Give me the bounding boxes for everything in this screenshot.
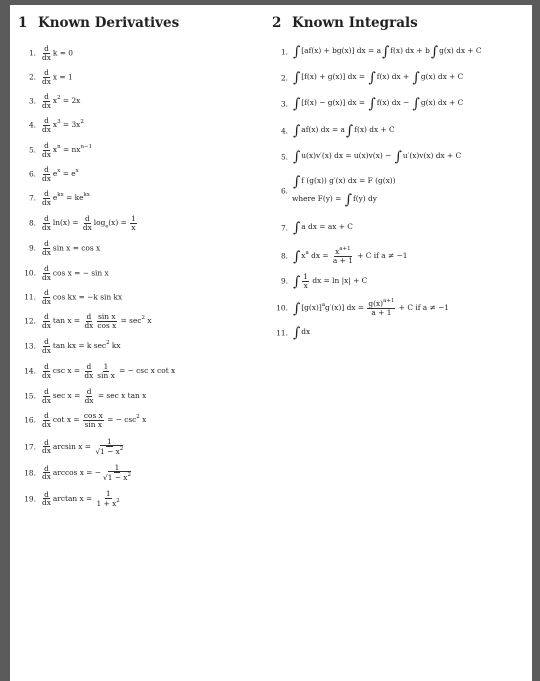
integral-item-9: 9. ∫ $\frac{1}{x}$ dx = ln |x| + C — [280, 272, 368, 291]
formula: k = 0 — [52, 48, 73, 58]
derivative-operator: $\frac{d}{dx}$ — [42, 312, 51, 330]
derivative-item-17: 17. $\frac{d}{dx}$ arcsin x = $\frac{1}{√1 - x^2}$ — [24, 437, 124, 456]
integral-sign: ∫ — [293, 149, 301, 165]
formula: arccos x = − $\frac{1}{√1 - x^2}$ — [52, 463, 131, 482]
integral-item-11: 11. ∫dx — [276, 325, 311, 341]
derivative-operator: $\frac{d}{dx}$ — [42, 463, 51, 482]
derivative-operator: $\frac{d}{dx}$ — [42, 214, 51, 232]
derivative-operator: $\frac{d}{dx}$ — [42, 411, 51, 429]
formula: cos x = − sin x — [52, 268, 109, 278]
formula: ∫[f(x) − g(x)] dx = ∫f(x) dx − ∫g(x) dx + C — [293, 96, 464, 112]
derivative-item-18: 18. $\frac{d}{dx}$ arccos x = − $\frac{1}{√1 - x^2}$ — [24, 463, 131, 482]
integral-item-8: 8. $\int x^a$ dx = $\frac{x^{a+1}}{a + 1}$ + C if a ≠ −1 — [280, 246, 408, 265]
integral-item-5: 5. ∫u(x)v′(x) dx = u(x)v(x) − ∫u′(x)v(x) dx + C — [280, 149, 462, 165]
derivative-operator: $\frac{d}{dx}$ — [42, 92, 51, 110]
derivative-item-10: 10. $\frac{d}{dx}$ cos x = − sin x — [24, 264, 109, 282]
formula: $e^x = e^x$ — [52, 168, 79, 179]
formula: ∫[af(x) + bg(x)] dx = a∫f(x) dx + b∫g(x) dx + C — [293, 44, 482, 60]
formula: ∫a dx = ax + C — [293, 220, 353, 236]
integral-sign: ∫ — [293, 123, 301, 139]
formula: ln(x) = $\frac{d}{dx}$ $\log_e(x)$ = $\frac{1}{x}$ — [52, 214, 136, 232]
formula: arcsin x = $\frac{1}{√1 - x^2}$ — [52, 437, 124, 456]
integral-sign: ∫ — [293, 220, 301, 236]
derivative-operator: $\frac{d}{dx}$ — [42, 337, 51, 355]
formula: ∫af(x) dx = a∫f(x) dx + C — [293, 123, 395, 139]
derivative-operator: $\frac{d}{dx}$ — [42, 264, 51, 282]
integral-sign: ∫ — [293, 70, 301, 86]
formula: ∫ $\frac{1}{x}$ dx = ln |x| + C — [293, 272, 368, 291]
formula: sec x = $\frac{d}{dx}$ = sec x tan x — [52, 387, 147, 405]
integral-item-7: 7. ∫a dx = ax + C — [280, 220, 353, 236]
derivative-item-19: 19. $\frac{d}{dx}$ arctan x = $\frac{1}{1 + x^2}$ — [24, 489, 120, 508]
derivative-item-3: 3. $\frac{d}{dx}$ $x^2 = 2x$ — [28, 92, 81, 110]
derivative-operator: $\frac{d}{dx}$ — [42, 44, 51, 62]
derivative-operator: $\frac{d}{dx}$ — [42, 189, 51, 207]
derivative-item-11: 11. $\frac{d}{dx}$ cos kx = −k sin kx — [24, 288, 123, 306]
derivative-item-5: 5. $\frac{d}{dx}$ $x^n = nx^{n-1}$ — [28, 141, 93, 159]
derivative-operator: $\frac{d}{dx}$ — [42, 165, 51, 183]
formula: ∫f (g(x)) g′(x) dx = F (g(x)) where F(y) = ∫f(y) dy — [292, 174, 396, 208]
integral-item-6: 6. ∫f (g(x)) g′(x) dx = F (g(x)) where F(y) = ∫f(y) dy — [280, 174, 396, 208]
derivative-item-7: 7. $\frac{d}{dx}$ $e^{kx} = ke^{kx}$ — [28, 189, 90, 207]
derivative-item-2: 2. $\frac{d}{dx}$ x = 1 — [28, 68, 73, 86]
formula: ∫dx — [293, 325, 311, 341]
formula: sin x = cos x — [52, 243, 101, 253]
integral-sign: ∫ — [293, 174, 301, 190]
integral-sign: ∫ — [293, 44, 301, 60]
derivative-item-15: 15. $\frac{d}{dx}$ sec x = $\frac{d}{dx}$ = sec x tan x — [24, 387, 147, 405]
derivative-operator: $\frac{d}{dx}$ — [42, 68, 51, 86]
formula: ∫u(x)v′(x) dx = u(x)v(x) − ∫u′(x)v(x) dx + C — [293, 149, 462, 165]
derivative-operator: $\frac{d}{dx}$ — [42, 288, 51, 306]
derivative-item-6: 6. $\frac{d}{dx}$ $e^x = e^x$ — [28, 165, 79, 183]
formula: $x^n = nx^{n-1}$ — [52, 144, 93, 155]
integral-item-4: 4. ∫af(x) dx = a∫f(x) dx + C — [280, 123, 395, 139]
formula: x = 1 — [52, 72, 73, 82]
formula: cot x = $\frac{\text{cos x}}{\text{sin x}}$ = − $\csc^2 x$ — [52, 411, 147, 429]
integral-item-2: 2. ∫[f(x) + g(x)] dx = ∫f(x) dx + ∫g(x) dx + C — [280, 70, 464, 86]
derivative-operator: $\frac{d}{dx}$ — [42, 437, 51, 456]
section-heading-derivatives: 1 Known Derivatives — [18, 15, 180, 31]
formula: $e^{kx} = ke^{kx}$ — [52, 192, 90, 203]
integral-item-1: 1. ∫[af(x) + bg(x)] dx = a∫f(x) dx + b∫g(x) dx + C — [280, 44, 482, 60]
integral-sign: ∫ — [293, 274, 301, 291]
formula: $\int[g(x)]^ag'(x)$] dx = $\frac{g(x)^{a+1}}{a + 1}$ + C if a ≠ −1 — [293, 298, 449, 317]
derivative-item-9: 9. $\frac{d}{dx}$ sin x = cos x — [28, 239, 101, 257]
derivative-operator: $\frac{d}{dx}$ — [42, 116, 51, 134]
derivative-item-8: 8. $\frac{d}{dx}$ ln(x) = $\frac{d}{dx}$ $\log_e(x)$ = $\frac{1}{x}$ — [28, 214, 136, 232]
derivative-item-12: 12. $\frac{d}{dx}$ tan x = $\frac{d}{dx}$ $\frac{\text{sin x}}{\text{cos x}}$ = $\sec^2 x$ — [24, 312, 152, 330]
derivative-operator: $\frac{d}{dx}$ — [42, 387, 51, 405]
formula: ∫[f(x) + g(x)] dx = ∫f(x) dx + ∫g(x) dx + C — [293, 70, 464, 86]
integral-item-3: 3. ∫[f(x) − g(x)] dx = ∫f(x) dx − ∫g(x) dx + C — [280, 96, 464, 112]
formula: tan kx = k $\sec^2$ kx — [52, 340, 121, 351]
formula: $x^2 = 2x$ — [52, 95, 81, 106]
derivative-item-1: 1. $\frac{d}{dx}$ k = 0 — [28, 44, 73, 62]
integral-sign: ∫ — [293, 248, 301, 265]
derivative-operator: $\frac{d}{dx}$ — [42, 141, 51, 159]
derivative-item-14: 14. $\frac{d}{dx}$ csc x = $\frac{d}{dx}$ $\frac{1}{\text{sin x}}$ = − csc x cot x — [24, 362, 176, 380]
derivative-operator: $\frac{d}{dx}$ — [42, 489, 51, 508]
formula: $x^3 = 3x^2$ — [52, 119, 84, 130]
derivative-item-16: 16. $\frac{d}{dx}$ cot x = $\frac{\text{cos x}}{\text{sin x}}$ = − $\csc^2 x$ — [24, 411, 147, 429]
document-page — [10, 5, 532, 681]
derivative-item-13: 13. $\frac{d}{dx}$ tan kx = k $\sec^2$ kx — [24, 337, 121, 355]
formula: arctan x = $\frac{1}{1 + x^2}$ — [52, 489, 120, 508]
formula: tan x = $\frac{d}{dx}$ $\frac{\text{sin x}}{\text{cos x}}$ = $\sec^2 x$ — [52, 312, 152, 330]
derivative-operator: $\frac{d}{dx}$ — [42, 239, 51, 257]
derivative-operator: $\frac{d}{dx}$ — [42, 362, 51, 380]
section-heading-integrals: 2 Known Integrals — [272, 15, 418, 31]
formula: $\int x^a$ dx = $\frac{x^{a+1}}{a + 1}$ + C if a ≠ −1 — [293, 246, 408, 265]
integral-sign: ∫ — [293, 325, 301, 341]
where-clause: where F(y) = ∫f(y) dy — [292, 192, 377, 208]
integral-sign: ∫ — [293, 300, 301, 317]
integral-item-10: 10. $\int[g(x)]^ag'(x)$] dx = $\frac{g(x)^{a+1}}{a + 1}$ + C if a ≠ −1 — [276, 298, 449, 317]
formula: cos kx = −k sin kx — [52, 292, 123, 302]
integral-sign: ∫ — [293, 96, 301, 112]
formula: csc x = $\frac{d}{dx}$ $\frac{1}{\text{sin x}}$ = − csc x cot x — [52, 362, 176, 380]
derivative-item-4: 4. $\frac{d}{dx}$ $x^3 = 3x^2$ — [28, 116, 84, 134]
